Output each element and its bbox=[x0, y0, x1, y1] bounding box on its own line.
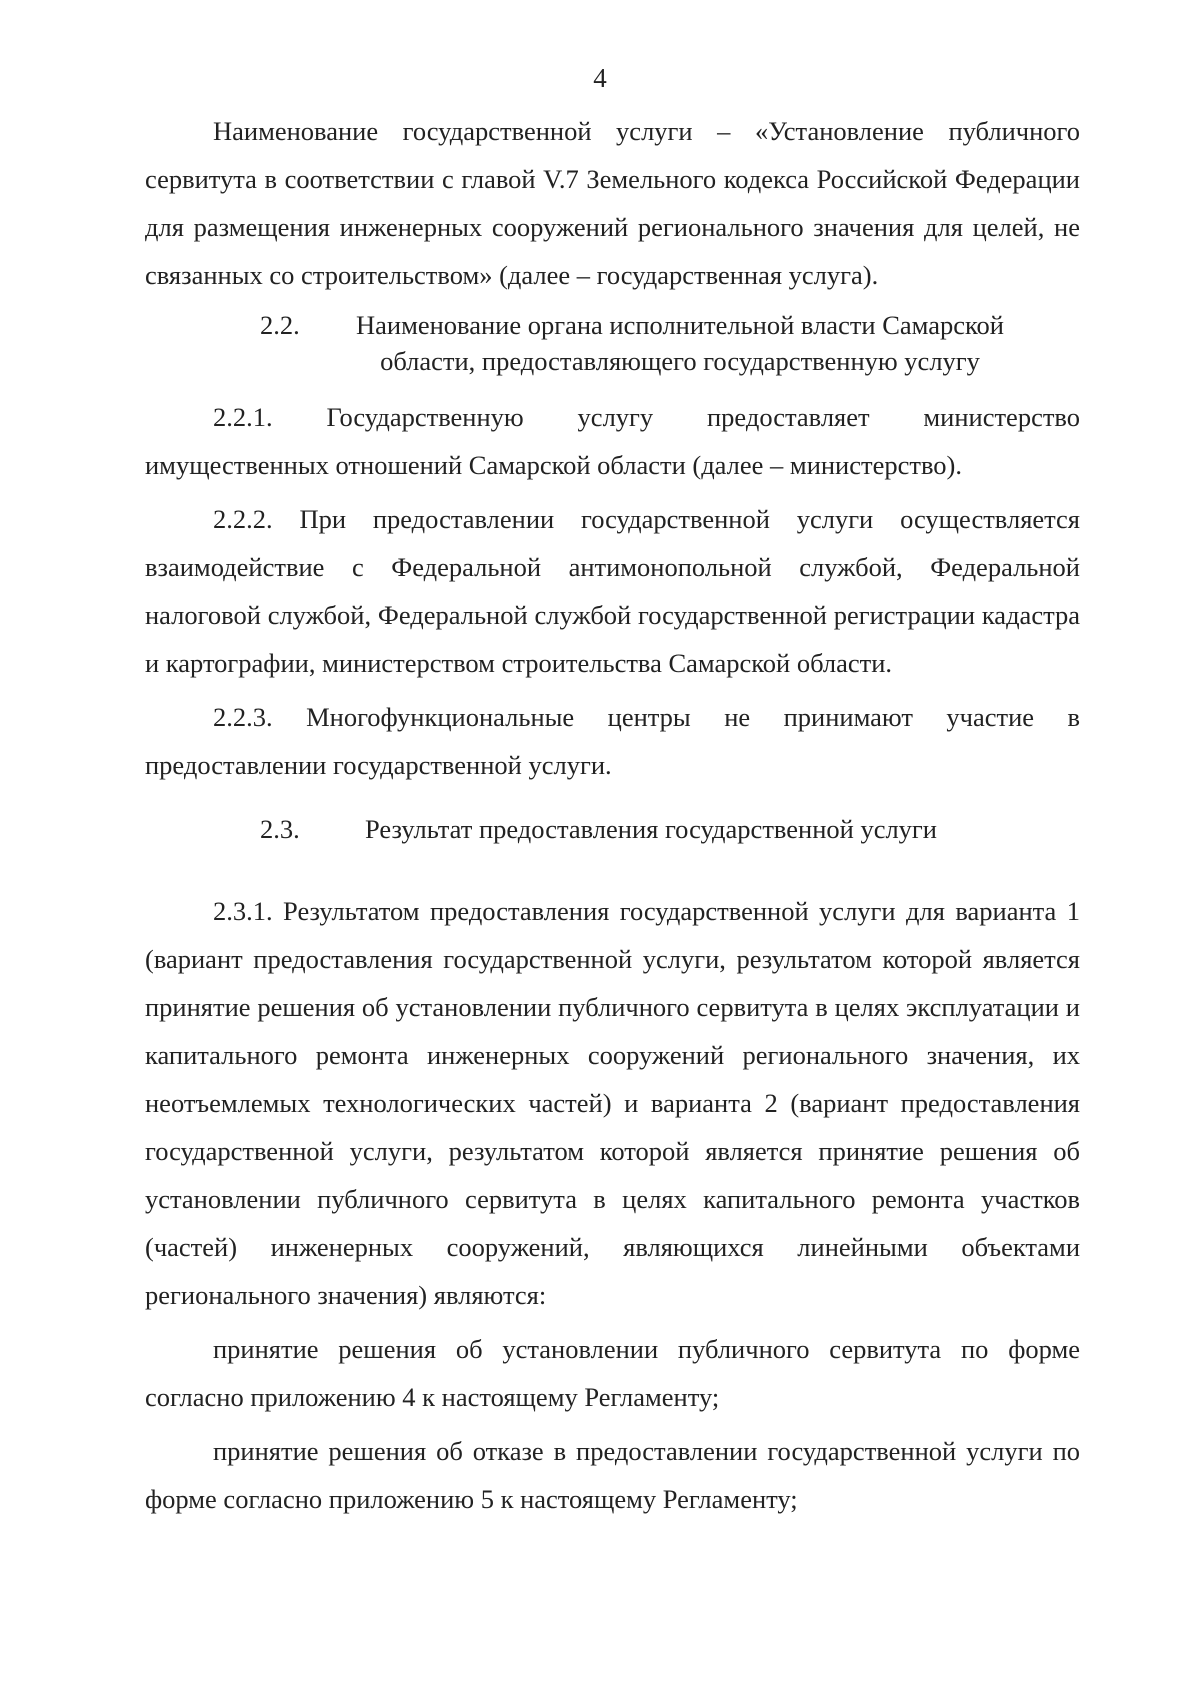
service-name-paragraph: Наименование государственной услуги – «Установление публичного сервитута в соответствии с главой V.7 Земельного кодекса Российской Федерации для размещения инженерных сооружений регионального значения для целей, не связанных со строительством» (далее – государственная услуга). bbox=[145, 116, 1080, 290]
paragraph-2-2-3: 2.2.3. Многофункциональные центры не принимают участие в предоставлении государственной услуги. bbox=[145, 702, 1080, 780]
document-body bbox=[145, 107, 1080, 1523]
paragraph-2-2-1: 2.2.1. Государственную услугу предоставляет министерство имущественных отношений Самарской области (далее – министерство). bbox=[145, 402, 1080, 480]
result-item-refusal: принятие решения об отказе в предоставлении государственной услуги по форме согласно приложению 5 к настоящему Регламенту; bbox=[145, 1436, 1080, 1514]
paragraph-2-3-1: 2.3.1. Результатом предоставления государственной услуги для варианта 1 (вариант предоставления государственной услуги, результатом которой является принятие решения об установлении публичного сервитута в целях эксплуатации и капитального ремонта инженерных сооружений регионального значения, их неотъемлемых технологических частей) и варианта 2 (вариант предоставления государственной услуги, результатом которой является принятие решения об установлении публичного сервитута в целях капитального ремонта участков (частей) инженерных сооружений, являющихся линейными объектами регионального значения) являются: bbox=[145, 896, 1080, 1310]
section-heading-2-2 bbox=[145, 307, 1080, 379]
page-number: 4 bbox=[593, 63, 607, 93]
section-number: 2.2. bbox=[260, 310, 300, 340]
paragraph-2-2-2: 2.2.2. При предоставлении государственной услуги осуществляется взаимодействие с Федеральной антимонопольной службой, Федеральной налоговой службой, Федеральной службой государственной регистрации кадастра и картографии, министерством строительства Самарской области. bbox=[145, 504, 1080, 678]
section-heading-2-3 bbox=[145, 811, 1080, 847]
section-number: 2.3. bbox=[260, 814, 300, 844]
section-title: Наименование органа исполнительной власти Самарской области, предоставляющего государственную услугу bbox=[356, 310, 1004, 376]
section-title: Результат предоставления государственной услуги bbox=[365, 814, 937, 844]
result-item-decision: принятие решения об установлении публичного сервитута по форме согласно приложению 4 к настоящему Регламенту; bbox=[145, 1334, 1080, 1412]
